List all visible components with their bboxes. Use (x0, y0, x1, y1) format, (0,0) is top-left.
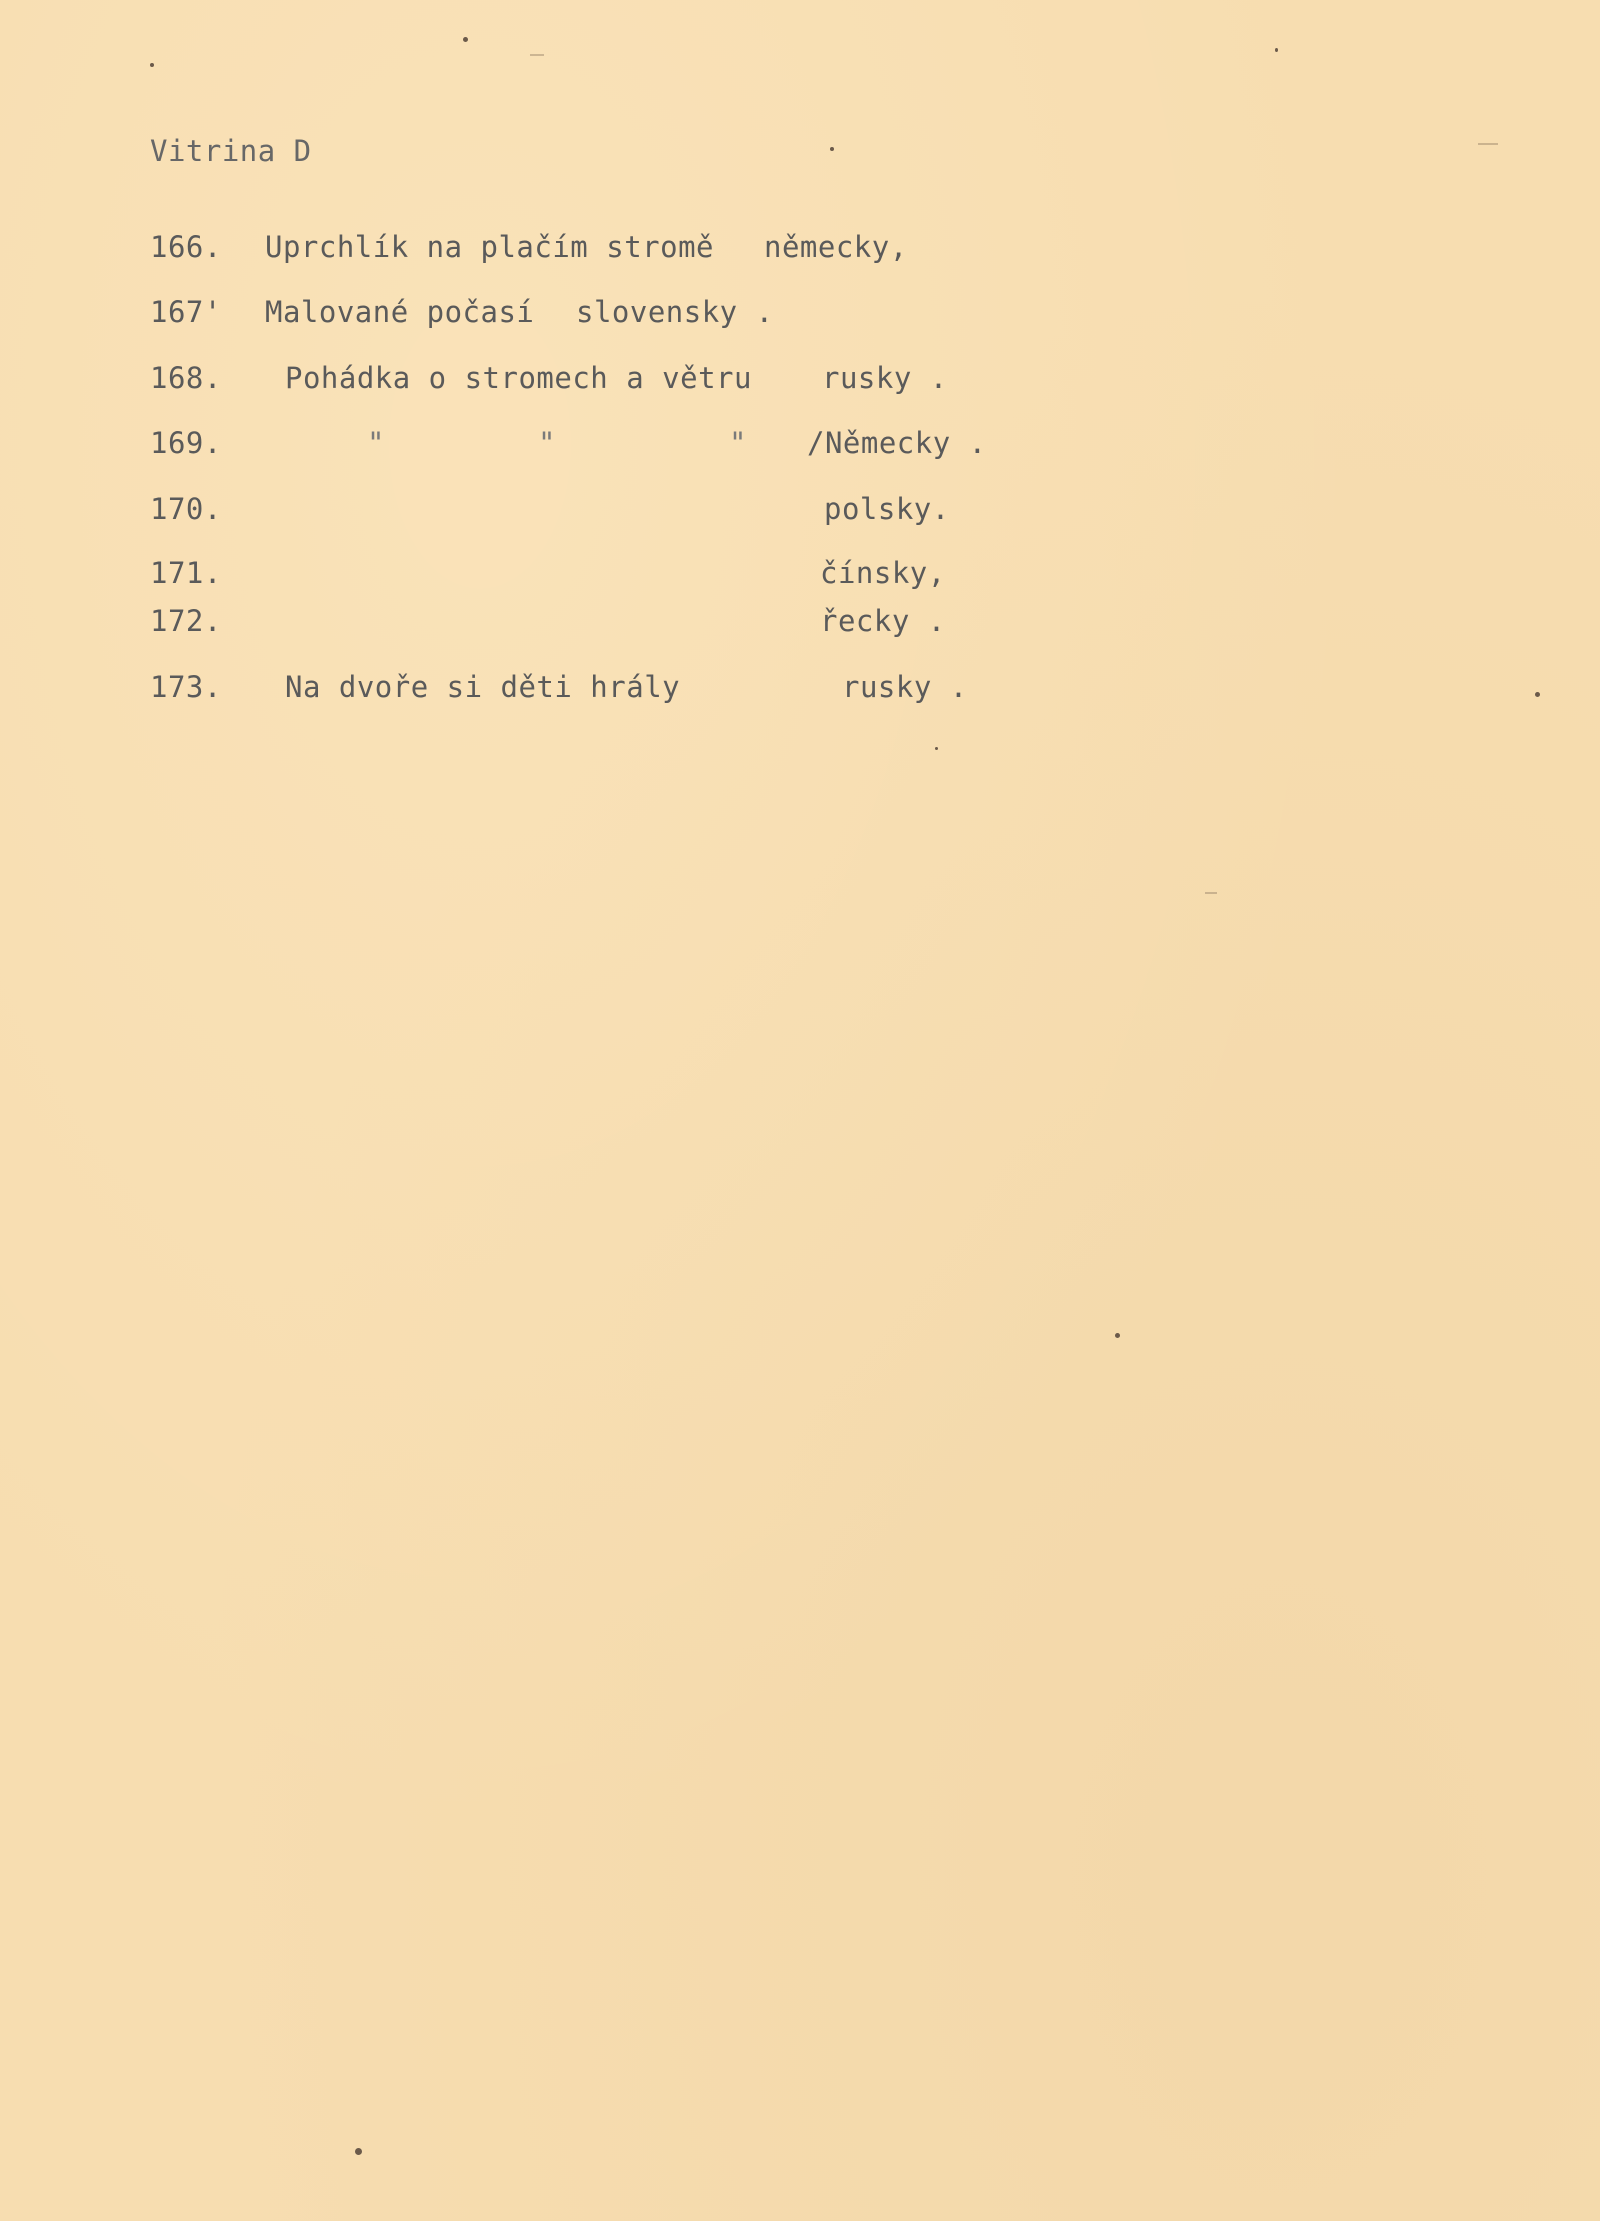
item-language: rusky . (842, 670, 968, 704)
item-title: Na dvoře si děti hrály (285, 670, 681, 704)
ditto-mark: " (367, 426, 385, 460)
paper-speck (355, 2148, 362, 2155)
paper-speck (463, 37, 468, 42)
ditto-mark: " (538, 426, 556, 460)
item-number: 168. (150, 361, 222, 395)
item-number: 166. (150, 230, 222, 264)
item-number: 169. (150, 426, 222, 460)
item-language: slovensky . (576, 295, 774, 329)
ditto-mark: " (729, 426, 747, 460)
item-number: 170. (150, 492, 222, 526)
item-number: 167' (150, 295, 222, 329)
item-language: čínsky, (820, 556, 946, 590)
paper-speck (1535, 692, 1540, 697)
item-language: řecky . (820, 604, 946, 638)
item-title: Pohádka o stromech a větru (285, 361, 752, 395)
paper-speck (1115, 1333, 1120, 1338)
paper-speck (935, 747, 938, 750)
item-number: 171. (150, 556, 222, 590)
item-language: /Německy . (807, 426, 987, 460)
paper-speck (150, 63, 154, 67)
item-number: 173. (150, 670, 222, 704)
paper-speck (1275, 48, 1278, 52)
paper-mark (1205, 892, 1217, 894)
item-number: 172. (150, 604, 222, 638)
paper-mark (530, 54, 544, 56)
item-language: polsky. (824, 492, 950, 526)
paper-mark (1478, 143, 1498, 145)
item-title: Uprchlík na plačím stromě (265, 230, 714, 264)
paper-speck (830, 147, 834, 151)
item-title: Malované počasí (265, 295, 535, 329)
item-language: německy, (764, 230, 908, 264)
page-heading: Vitrina D (150, 134, 312, 168)
item-language: rusky . (822, 361, 948, 395)
